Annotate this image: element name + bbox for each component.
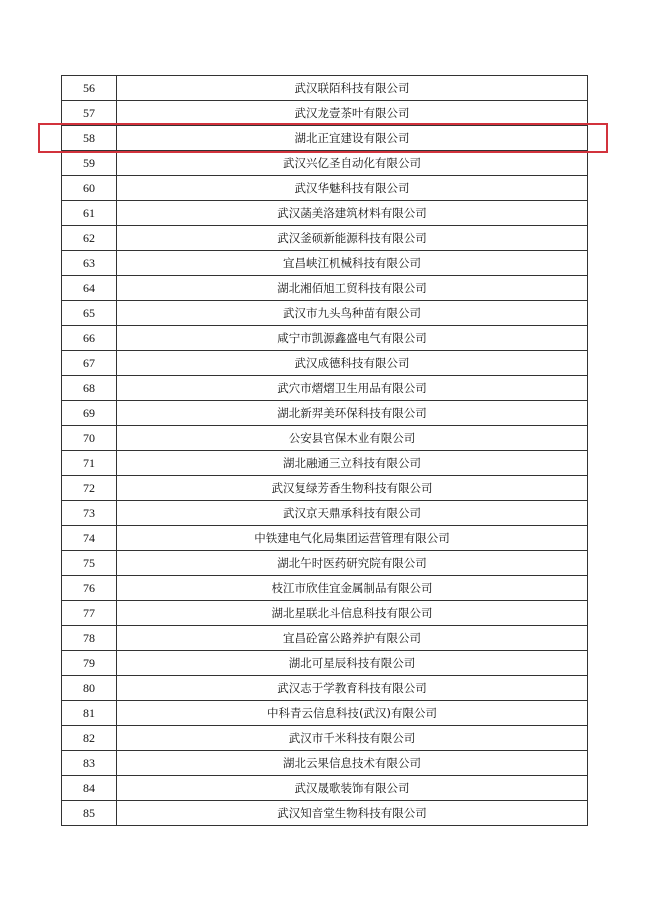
row-number: 83 [62,751,117,776]
row-number: 72 [62,476,117,501]
company-name: 湖北星联北斗信息科技有限公司 [117,601,588,626]
table-row [62,401,588,426]
table-row [62,476,588,501]
row-number: 69 [62,401,117,426]
table-row [62,201,588,226]
table-row [62,176,588,201]
company-name: 中铁建电气化局集团运营管理有限公司 [117,526,588,551]
table-row [62,426,588,451]
row-number: 56 [62,76,117,101]
row-number: 63 [62,251,117,276]
table-row [62,626,588,651]
company-name: 武汉菡美洛建筑材料有限公司 [117,201,588,226]
row-number: 71 [62,451,117,476]
company-name: 武汉华魅科技有限公司 [117,176,588,201]
table-row [62,276,588,301]
company-name: 武汉市九头鸟种苗有限公司 [117,301,588,326]
company-name: 湖北湘佰旭工贸科技有限公司 [117,276,588,301]
row-number: 81 [62,701,117,726]
company-name: 咸宁市凯源鑫盛电气有限公司 [117,326,588,351]
table-row [62,251,588,276]
row-number: 79 [62,651,117,676]
company-name: 武汉兴亿圣自动化有限公司 [117,151,588,176]
company-list-body [62,76,588,826]
company-name: 湖北可星辰科技有限公司 [117,651,588,676]
table-row [62,151,588,176]
row-number: 85 [62,801,117,826]
company-name: 中科青云信息科技(武汉)有限公司 [117,701,588,726]
table-row [62,576,588,601]
company-name: 武汉龙壹茶叶有限公司 [117,101,588,126]
company-name: 宜昌砼富公路养护有限公司 [117,626,588,651]
table-row [62,526,588,551]
table-row [62,501,588,526]
company-name: 武穴市熠熠卫生用品有限公司 [117,376,588,401]
company-name: 宜昌峡江机械科技有限公司 [117,251,588,276]
row-number: 60 [62,176,117,201]
table-row [62,101,588,126]
table-row [62,751,588,776]
company-name: 武汉复绿芳香生物科技有限公司 [117,476,588,501]
row-number: 78 [62,626,117,651]
table-row-highlighted [62,126,588,151]
row-number: 77 [62,601,117,626]
company-name: 湖北新羿美环保科技有限公司 [117,401,588,426]
company-name: 公安县官保木业有限公司 [117,426,588,451]
table-row [62,651,588,676]
row-number: 70 [62,426,117,451]
company-name: 武汉釜硕新能源科技有限公司 [117,226,588,251]
row-number: 74 [62,526,117,551]
row-number: 80 [62,676,117,701]
company-name: 湖北云果信息技术有限公司 [117,751,588,776]
row-number: 68 [62,376,117,401]
row-number: 76 [62,576,117,601]
company-name: 湖北融通三立科技有限公司 [117,451,588,476]
table-row [62,226,588,251]
row-number: 66 [62,326,117,351]
table-row [62,776,588,801]
table-row [62,551,588,576]
company-name: 武汉京天鼎承科技有限公司 [117,501,588,526]
company-name: 武汉市千米科技有限公司 [117,726,588,751]
table-row [62,726,588,751]
row-number: 57 [62,101,117,126]
table-row [62,376,588,401]
company-name: 枝江市欣佳宜金属制品有限公司 [117,576,588,601]
table-row [62,601,588,626]
table-row [62,701,588,726]
row-number: 58 [62,126,117,151]
table-row [62,76,588,101]
company-name: 湖北正宜建设有限公司 [117,126,588,151]
row-number: 64 [62,276,117,301]
row-number: 73 [62,501,117,526]
table-row [62,351,588,376]
table-row [62,451,588,476]
row-number: 59 [62,151,117,176]
company-name: 武汉成德科技有限公司 [117,351,588,376]
row-number: 82 [62,726,117,751]
table-row [62,301,588,326]
row-number: 62 [62,226,117,251]
row-number: 67 [62,351,117,376]
table-row [62,801,588,826]
row-number: 84 [62,776,117,801]
company-name: 武汉知音堂生物科技有限公司 [117,801,588,826]
company-name: 武汉晟歌装饰有限公司 [117,776,588,801]
company-name: 湖北午时医药研究院有限公司 [117,551,588,576]
table-row [62,676,588,701]
row-number: 61 [62,201,117,226]
row-number: 75 [62,551,117,576]
company-name: 武汉联陌科技有限公司 [117,76,588,101]
table-row [62,326,588,351]
row-number: 65 [62,301,117,326]
company-list-table [61,75,588,826]
company-name: 武汉志于学教育科技有限公司 [117,676,588,701]
